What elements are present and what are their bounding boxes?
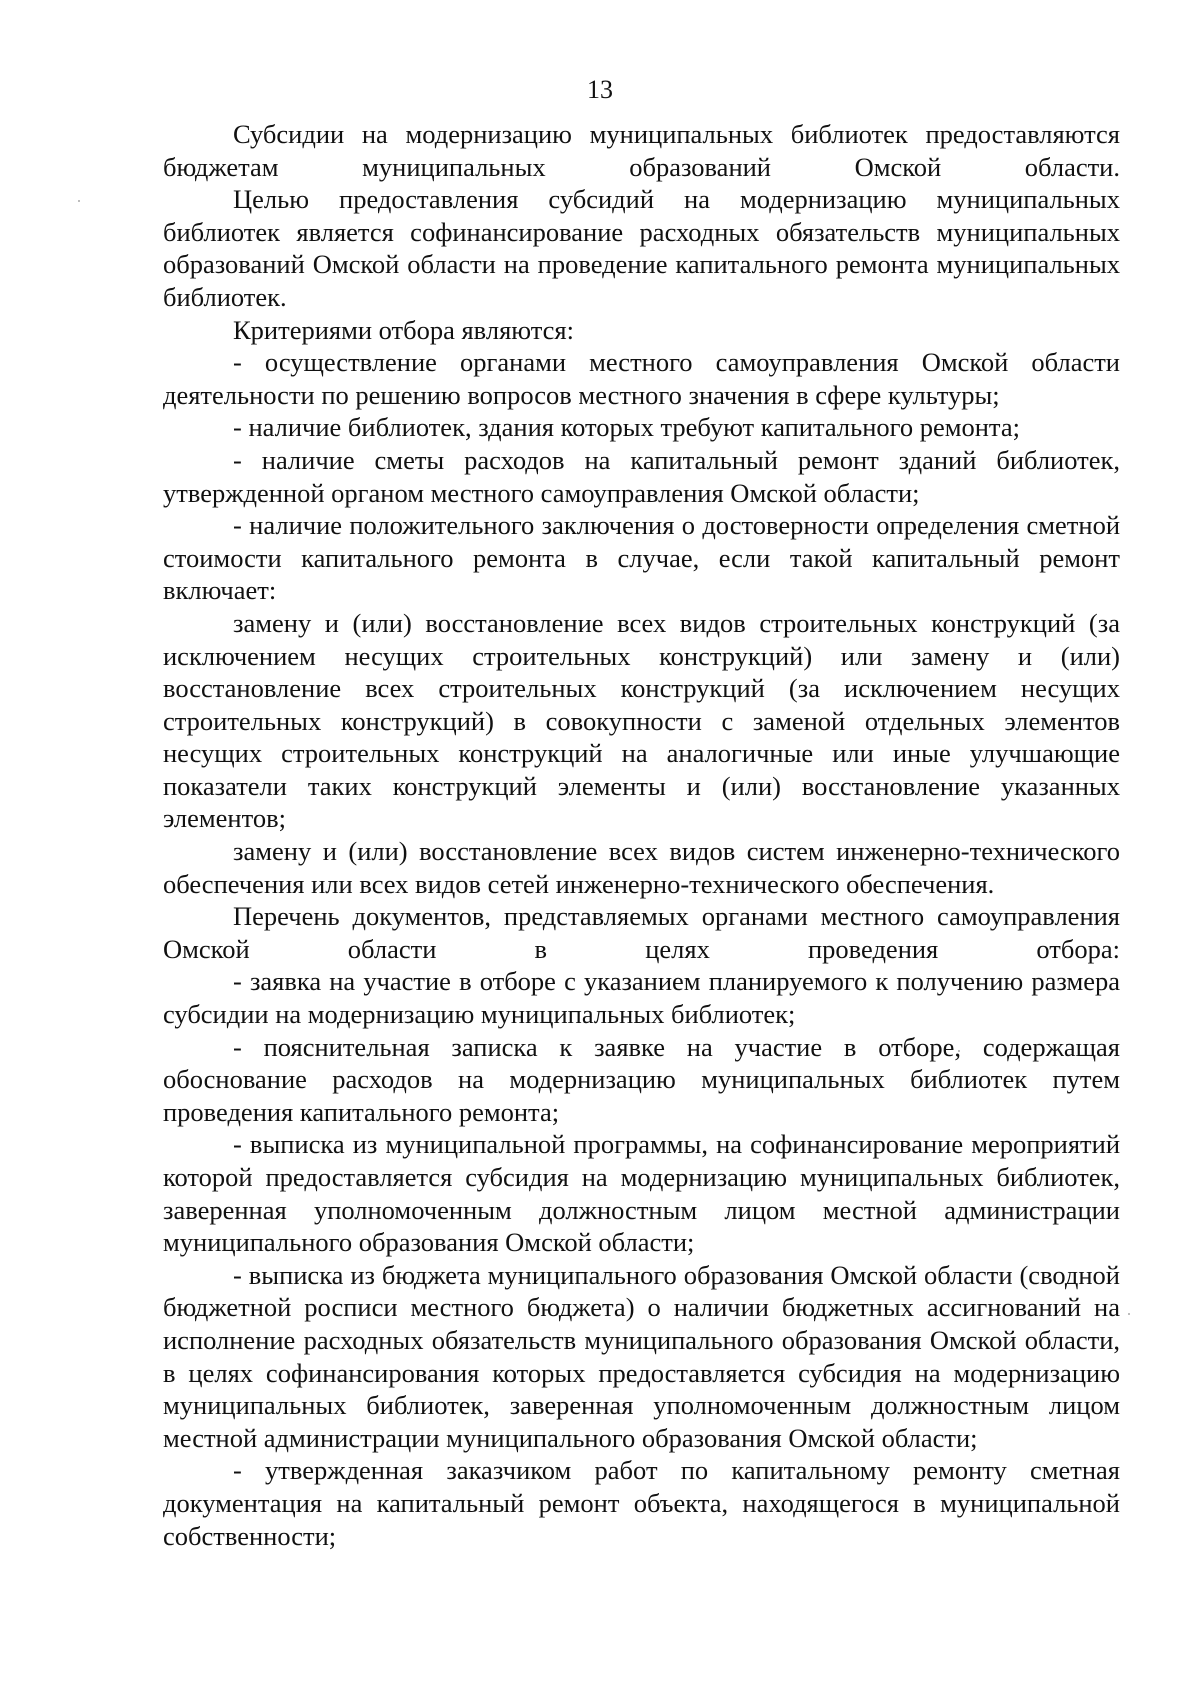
list-item: - наличие положительного заключения о достоверности определения сметной стоимости капитального ремонта в случае, если такой капитальный ремонт включает: — [163, 510, 1120, 606]
page-number: 13 — [587, 75, 613, 104]
paragraph: Перечень документов, представляемых органами местного самоуправления Омской области в целях проведения отбора: — [163, 901, 1120, 964]
list-item: - заявка на участие в отборе с указанием планируемого к получению размера субсидии на модернизацию муниципальных библиотек; — [163, 966, 1120, 1030]
paragraph: Субсидии на модернизацию муниципальных библиотек предоставляются бюджетам муниципальных образований Омской области. — [163, 119, 1120, 182]
list-item: - выписка из бюджета муниципального образования Омской области (сводной бюджетной росписи местного бюджета) о наличии бюджетных ассигнований на исполнение расходных обязательств муниципального образования Омской области, в целях софинансирования которых предоставляется субсидия на модернизацию муниципальных библиотек, заверенная уполномоченным должностным лицом местной администрации муниципального образования Омской области; — [163, 1259, 1120, 1453]
list-item: - пояснительная записка к заявке на участие в отборе, содержащая обоснование расходов на модернизацию муниципальных библиотек путем проведения капитального ремонта; — [163, 1031, 1120, 1127]
paragraph: замену и (или) восстановление всех видов систем инженерно-технического обеспечения или всех видов сетей инженерно-технического обеспечения. — [163, 836, 1120, 899]
paragraph: замену и (или) восстановление всех видов строительных конструкций (за исключением несущих строительных конструкций) или замену и (или) восстановление всех строительных конструкций (за исключением несущих строительных конструкций) в совокупности с заменой отдельных элементов несущих строительных конструкций на аналогичные или иные улучшающие показатели таких конструкций элементы и (или) восстановление указанных элементов; — [163, 607, 1120, 834]
document-body — [163, 118, 1120, 1552]
paragraph: Целью предоставления субсидий на модернизацию муниципальных библиотек является софинансирование расходных обязательств муниципальных образований Омской области на проведение капитального ремонта муниципальных библиотек. — [163, 184, 1120, 312]
list-item: - утвержденная заказчиком работ по капитальному ремонту сметная документация на капитальный ремонт объекта, находящегося в муниципальной собственности; — [163, 1455, 1120, 1551]
list-item: - выписка из муниципальной программы, на софинансирование мероприятий которой предоставляется субсидия на модернизацию муниципальных библиотек, заверенная уполномоченным должностным лицом местной администрации муниципального образования Омской области; — [163, 1129, 1120, 1258]
scan-artifact — [1128, 1313, 1130, 1315]
scan-artifact — [78, 200, 80, 202]
list-item: - наличие библиотек, здания которых требуют капитального ремонта; — [233, 412, 1020, 443]
paragraph: Критериями отбора являются: — [233, 314, 574, 345]
list-item: - осуществление органами местного самоуправления Омской области деятельности по решению вопросов местного значения в сфере культуры; — [163, 347, 1120, 410]
list-item: - наличие сметы расходов на капитальный ремонт зданий библиотек, утвержденной органом местного самоуправления Омской области; — [163, 444, 1120, 508]
